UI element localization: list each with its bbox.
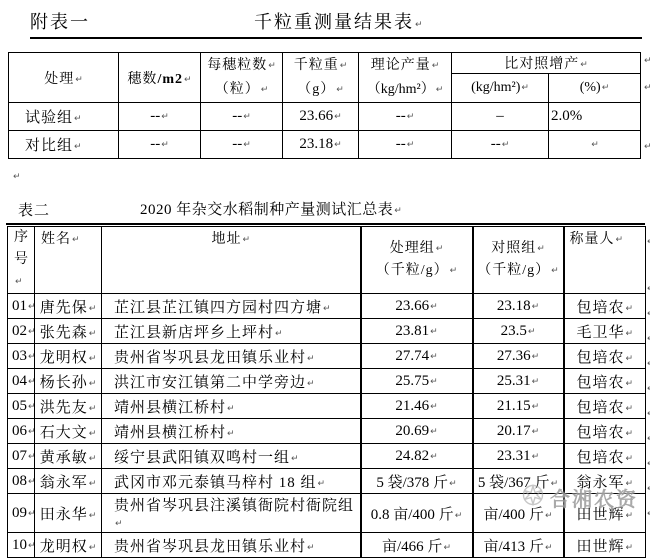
cell-address: [102, 369, 361, 394]
cell-no: [8, 344, 35, 369]
t1-header-increase: [452, 53, 641, 74]
cell-value: 0.8 亩/400 斤 ↵: [371, 507, 462, 523]
cell-value: -- ↵: [232, 108, 251, 124]
t2-header-control-group: [473, 227, 564, 294]
cell-value: -- ↵: [150, 136, 169, 152]
cell-no: [8, 394, 35, 419]
cell-name: [35, 444, 102, 469]
paragraph-mark: [646, 279, 650, 297]
table-row: [8, 319, 646, 344]
t1-header-increase-pct: [549, 74, 641, 103]
cell-weigher: [564, 369, 646, 394]
cell-weigher: [564, 444, 646, 469]
cell-weigher: [564, 419, 646, 444]
table-row: [8, 469, 646, 494]
t1-header-treatment: [9, 53, 119, 103]
table-row: [8, 294, 646, 319]
cell-value: 田世辉 ↵: [576, 539, 633, 555]
cell-value: 贵州省岑巩县龙田镇乐业村 ↵: [114, 539, 315, 555]
cell-value: 芷江县新店坪乡上坪村 ↵: [114, 325, 283, 341]
cell-treatment: [361, 394, 473, 419]
cell-value: 亩/413 斤 ↵: [484, 539, 553, 555]
cell-value: 贵州省岑巩县注溪镇衙院村衙院组 ↵: [114, 498, 354, 531]
cell-tgw: [283, 103, 359, 131]
cell-control: [473, 294, 564, 319]
header-label: 称量人 ↵: [570, 232, 624, 247]
cell-value: 24.82 ↵: [395, 448, 437, 464]
table-row: [8, 369, 646, 394]
cell-value: 亩/466 斤 ↵: [382, 539, 451, 555]
cell-value: 包培农 ↵: [576, 350, 633, 366]
cell-address: [102, 469, 361, 494]
cell-value: 06 ↵: [12, 423, 35, 439]
cell-group-name: [9, 103, 119, 131]
header-label: 每穗粒数 ↵: [207, 58, 276, 73]
paragraph-mark: [646, 329, 650, 347]
paragraph-mark: [646, 354, 650, 372]
cell-control: [473, 344, 564, 369]
header-label: 对照组 ↵: [491, 241, 545, 256]
cell-spikes: [119, 131, 201, 159]
cell-grains: [201, 103, 283, 131]
cell-value: -- ↵: [396, 108, 415, 124]
cell-value: 01 ↵: [12, 298, 35, 314]
cell-yield: [359, 103, 452, 131]
cell-increase-kg: [452, 131, 549, 159]
header-unit: （千粒/g） ↵: [477, 263, 558, 278]
cell-value: 张先森 ↵: [40, 325, 97, 341]
cell-value: 对比组 ↵: [25, 138, 82, 154]
table-row: [8, 344, 646, 369]
cell-treatment: [361, 469, 473, 494]
header-label: 处理组 ↵: [390, 241, 444, 256]
cell-address: [102, 494, 361, 533]
paragraph-mark: [646, 304, 650, 322]
header-label: 地址 ↵: [211, 232, 250, 247]
cell-treatment: [361, 419, 473, 444]
cell-value: 03 ↵: [12, 348, 35, 364]
cell-name: [35, 369, 102, 394]
cell-weigher: [564, 394, 646, 419]
cell-value: 杨长孙 ↵: [40, 375, 97, 391]
cell-treatment: [361, 444, 473, 469]
title-two-underline: [6, 223, 645, 225]
cell-no: [8, 444, 35, 469]
paragraph-mark: [12, 167, 21, 185]
paragraph-mark: [646, 379, 650, 397]
header-label: 号 ↵: [14, 252, 29, 289]
paragraph-mark: [643, 137, 650, 155]
paragraph-mark: [643, 51, 650, 69]
cell-value: 试验组 ↵: [25, 110, 82, 126]
cell-value: 23.66 ↵: [395, 298, 437, 314]
cell-address: [102, 444, 361, 469]
header-unit: （kg/hm²） ↵: [367, 82, 444, 97]
cell-value: 田世辉 ↵: [576, 507, 633, 523]
t2-header-weigher: [564, 227, 646, 294]
cell-control: [473, 369, 564, 394]
cell-value: 包培农 ↵: [576, 450, 633, 466]
t2-header-address: [102, 227, 361, 294]
cell-value: 5 袋/378 斤 ↵: [376, 475, 456, 491]
title-one-underline: [30, 37, 642, 39]
cell-value: 翁永军 ↵: [576, 475, 633, 491]
cell-value: 25.75 ↵: [395, 373, 437, 389]
cell-weigher: [564, 533, 646, 558]
cell-value: 23.66 ↵: [299, 108, 341, 124]
header-label: 穗数/m2 ↵: [127, 72, 191, 87]
header-label: 理论产量 ↵: [371, 58, 440, 73]
cell-no: [8, 533, 35, 558]
cell-value: 洪先友 ↵: [40, 400, 97, 416]
cell-value: 20.69 ↵: [395, 423, 437, 439]
t2-header-no: [8, 227, 35, 294]
cell-name: [35, 344, 102, 369]
cell-name: [35, 394, 102, 419]
cell-value: 绥宁县武阳镇双鸣村一组 ↵: [114, 450, 299, 466]
cell-tgw: [283, 131, 359, 159]
header-unit: （g） ↵: [297, 82, 344, 97]
t1-header-grains: [201, 53, 283, 103]
header-label: 姓名 ↵: [41, 232, 80, 247]
cell-group-name: [9, 131, 119, 159]
cell-treatment: [361, 319, 473, 344]
cell-no: [8, 469, 35, 494]
cell-value: 芷江县芷江镇四方园村四方塘 ↵: [114, 300, 331, 316]
cell-value: 武冈市邓元泰镇马梓村 18 组 ↵: [114, 475, 325, 491]
cell-name: [35, 294, 102, 319]
table-row: [8, 419, 646, 444]
cell-increase-kg: [452, 103, 549, 131]
cell-value: –: [496, 108, 504, 124]
header-label: 比对照增产 ↵: [504, 57, 588, 72]
cell-value: 21.15 ↵: [497, 398, 539, 414]
header-unit: （粒） ↵: [215, 82, 269, 97]
cell-treatment: [361, 533, 473, 558]
cell-control: [473, 319, 564, 344]
cell-spikes: [119, 103, 201, 131]
cell-control: [473, 494, 564, 533]
paragraph-mark: [646, 429, 650, 447]
t2-header-treatment-group: [361, 227, 473, 294]
cell-value: 08 ↵: [12, 473, 35, 489]
cell-address: [102, 344, 361, 369]
table-two-label: 表二: [18, 203, 51, 219]
cell-value: 21.46 ↵: [395, 398, 437, 414]
cell-value: 2.0%: [551, 108, 583, 124]
paragraph-mark: [643, 78, 650, 96]
cell-weigher: [564, 469, 646, 494]
cell-address: [102, 319, 361, 344]
table-row: [8, 494, 646, 533]
cell-value: 龙明权 ↵: [40, 539, 97, 555]
cell-value: 包培农 ↵: [576, 400, 633, 416]
t1-row-experimental: [9, 103, 641, 131]
paragraph-mark: [646, 454, 650, 472]
t2-header-row: [8, 227, 646, 294]
appendix-table-one-label: 附表一: [30, 12, 90, 32]
cell-weigher: [564, 344, 646, 369]
cell-value: 10 ↵: [12, 537, 35, 553]
t1-header-spikes: [119, 53, 201, 103]
cell-address: [102, 533, 361, 558]
cell-value: 包培农 ↵: [576, 375, 633, 391]
cell-value: -- ↵: [491, 136, 510, 152]
cell-treatment: [361, 294, 473, 319]
cell-value: 田永华 ↵: [40, 507, 97, 523]
cell-name: [35, 469, 102, 494]
cell-value: -- ↵: [396, 136, 415, 152]
cell-value: 唐先保 ↵: [40, 300, 97, 316]
cell-weigher: [564, 494, 646, 533]
cell-yield: [359, 131, 452, 159]
cell-no: [8, 419, 35, 444]
cell-weigher: [564, 294, 646, 319]
cell-value: 石大文 ↵: [40, 425, 97, 441]
cell-control: [473, 469, 564, 494]
cell-value: 23.5 ↵: [501, 323, 536, 339]
header-unit: (kg/hm²) ↵: [471, 80, 529, 95]
cell-value: 23.18 ↵: [299, 136, 341, 152]
cell-control: [473, 419, 564, 444]
cell-value: 27.36 ↵: [497, 348, 539, 364]
paragraph-mark: [646, 479, 650, 497]
t1-row-control: [9, 131, 641, 159]
cell-value: 亩/400 斤 ↵: [484, 507, 553, 523]
cell-increase-pct: [549, 103, 641, 131]
cell-name: [35, 494, 102, 533]
cell-treatment: [361, 344, 473, 369]
cell-value: 23.18 ↵: [497, 298, 539, 314]
table-two-title: 2020 年杂交水稻制种产量测试汇总表 ↵: [140, 198, 402, 219]
cell-no: [8, 494, 35, 533]
cell-value: 洪江市安江镇第二中学旁边 ↵: [114, 375, 315, 391]
paragraph-mark: [646, 404, 650, 422]
paragraph-mark: [646, 504, 650, 522]
cell-value: 靖州县横江桥村 ↵: [114, 400, 235, 416]
paragraph-mark: [646, 232, 650, 250]
header-unit: (%) ↵: [580, 80, 610, 95]
cell-increase-pct: [549, 131, 641, 159]
cell-grains: [201, 131, 283, 159]
cell-address: [102, 294, 361, 319]
header-label: 千粒重 ↵: [294, 58, 348, 73]
watermark-text: 合湘农资: [550, 489, 638, 511]
cell-value: 05 ↵: [12, 398, 35, 414]
t1-header-yield: [359, 53, 452, 103]
cell-value: 毛卫华 ↵: [576, 325, 633, 341]
cell-value: 04 ↵: [12, 373, 35, 389]
t1-header-tgw: [283, 53, 359, 103]
cell-treatment: [361, 494, 473, 533]
cell-value: -- ↵: [232, 136, 251, 152]
cell-name: [35, 419, 102, 444]
cell-value: 靖州县横江桥村 ↵: [114, 425, 235, 441]
cell-address: [102, 419, 361, 444]
cell-address: [102, 394, 361, 419]
cell-value: 23.81 ↵: [395, 323, 437, 339]
cell-treatment: [361, 369, 473, 394]
cell-value: 包培农 ↵: [576, 425, 633, 441]
header-unit: （千粒/g） ↵: [376, 263, 457, 278]
cell-value: 20.17 ↵: [497, 423, 539, 439]
cell-name: [35, 533, 102, 558]
table-row: [8, 533, 646, 558]
table-row: [8, 394, 646, 419]
thousand-grain-weight-table: [8, 52, 641, 159]
cell-weigher: [564, 319, 646, 344]
table-row: [8, 444, 646, 469]
cell-no: [8, 294, 35, 319]
cell-no: [8, 319, 35, 344]
cell-value: 贵州省岑巩县龙田镇乐业村 ↵: [114, 350, 315, 366]
cell-value: -- ↵: [150, 108, 169, 124]
t1-header-increase-kg: [452, 74, 549, 103]
cell-value: 07 ↵: [12, 448, 35, 464]
cell-value: 翁永军 ↵: [40, 475, 97, 491]
cell-value: 包培农 ↵: [576, 300, 633, 316]
t2-header-name: [35, 227, 102, 294]
cell-value: 27.74 ↵: [395, 348, 437, 364]
cell-name: [35, 319, 102, 344]
cell-value: 02 ↵: [12, 323, 35, 339]
cell-value: 23.31 ↵: [497, 448, 539, 464]
cell-value: 25.31 ↵: [497, 373, 539, 389]
cell-control: [473, 533, 564, 558]
table-one-title: 千粒重测量结果表 ↵: [254, 8, 423, 34]
cell-control: [473, 394, 564, 419]
cell-control: [473, 444, 564, 469]
cell-value: 黄承敏 ↵: [40, 450, 97, 466]
header-label: 序: [14, 230, 29, 245]
yield-summary-table: [7, 226, 646, 558]
cell-value: 龙明权 ↵: [40, 350, 97, 366]
header-label: 处理 ↵: [44, 72, 83, 87]
cell-value: 09 ↵: [12, 505, 35, 521]
cell-no: [8, 369, 35, 394]
cell-value: 5 袋/367 斤 ↵: [478, 475, 558, 491]
t1-header-row-1: [9, 53, 641, 74]
paragraph-mark: [590, 136, 599, 152]
